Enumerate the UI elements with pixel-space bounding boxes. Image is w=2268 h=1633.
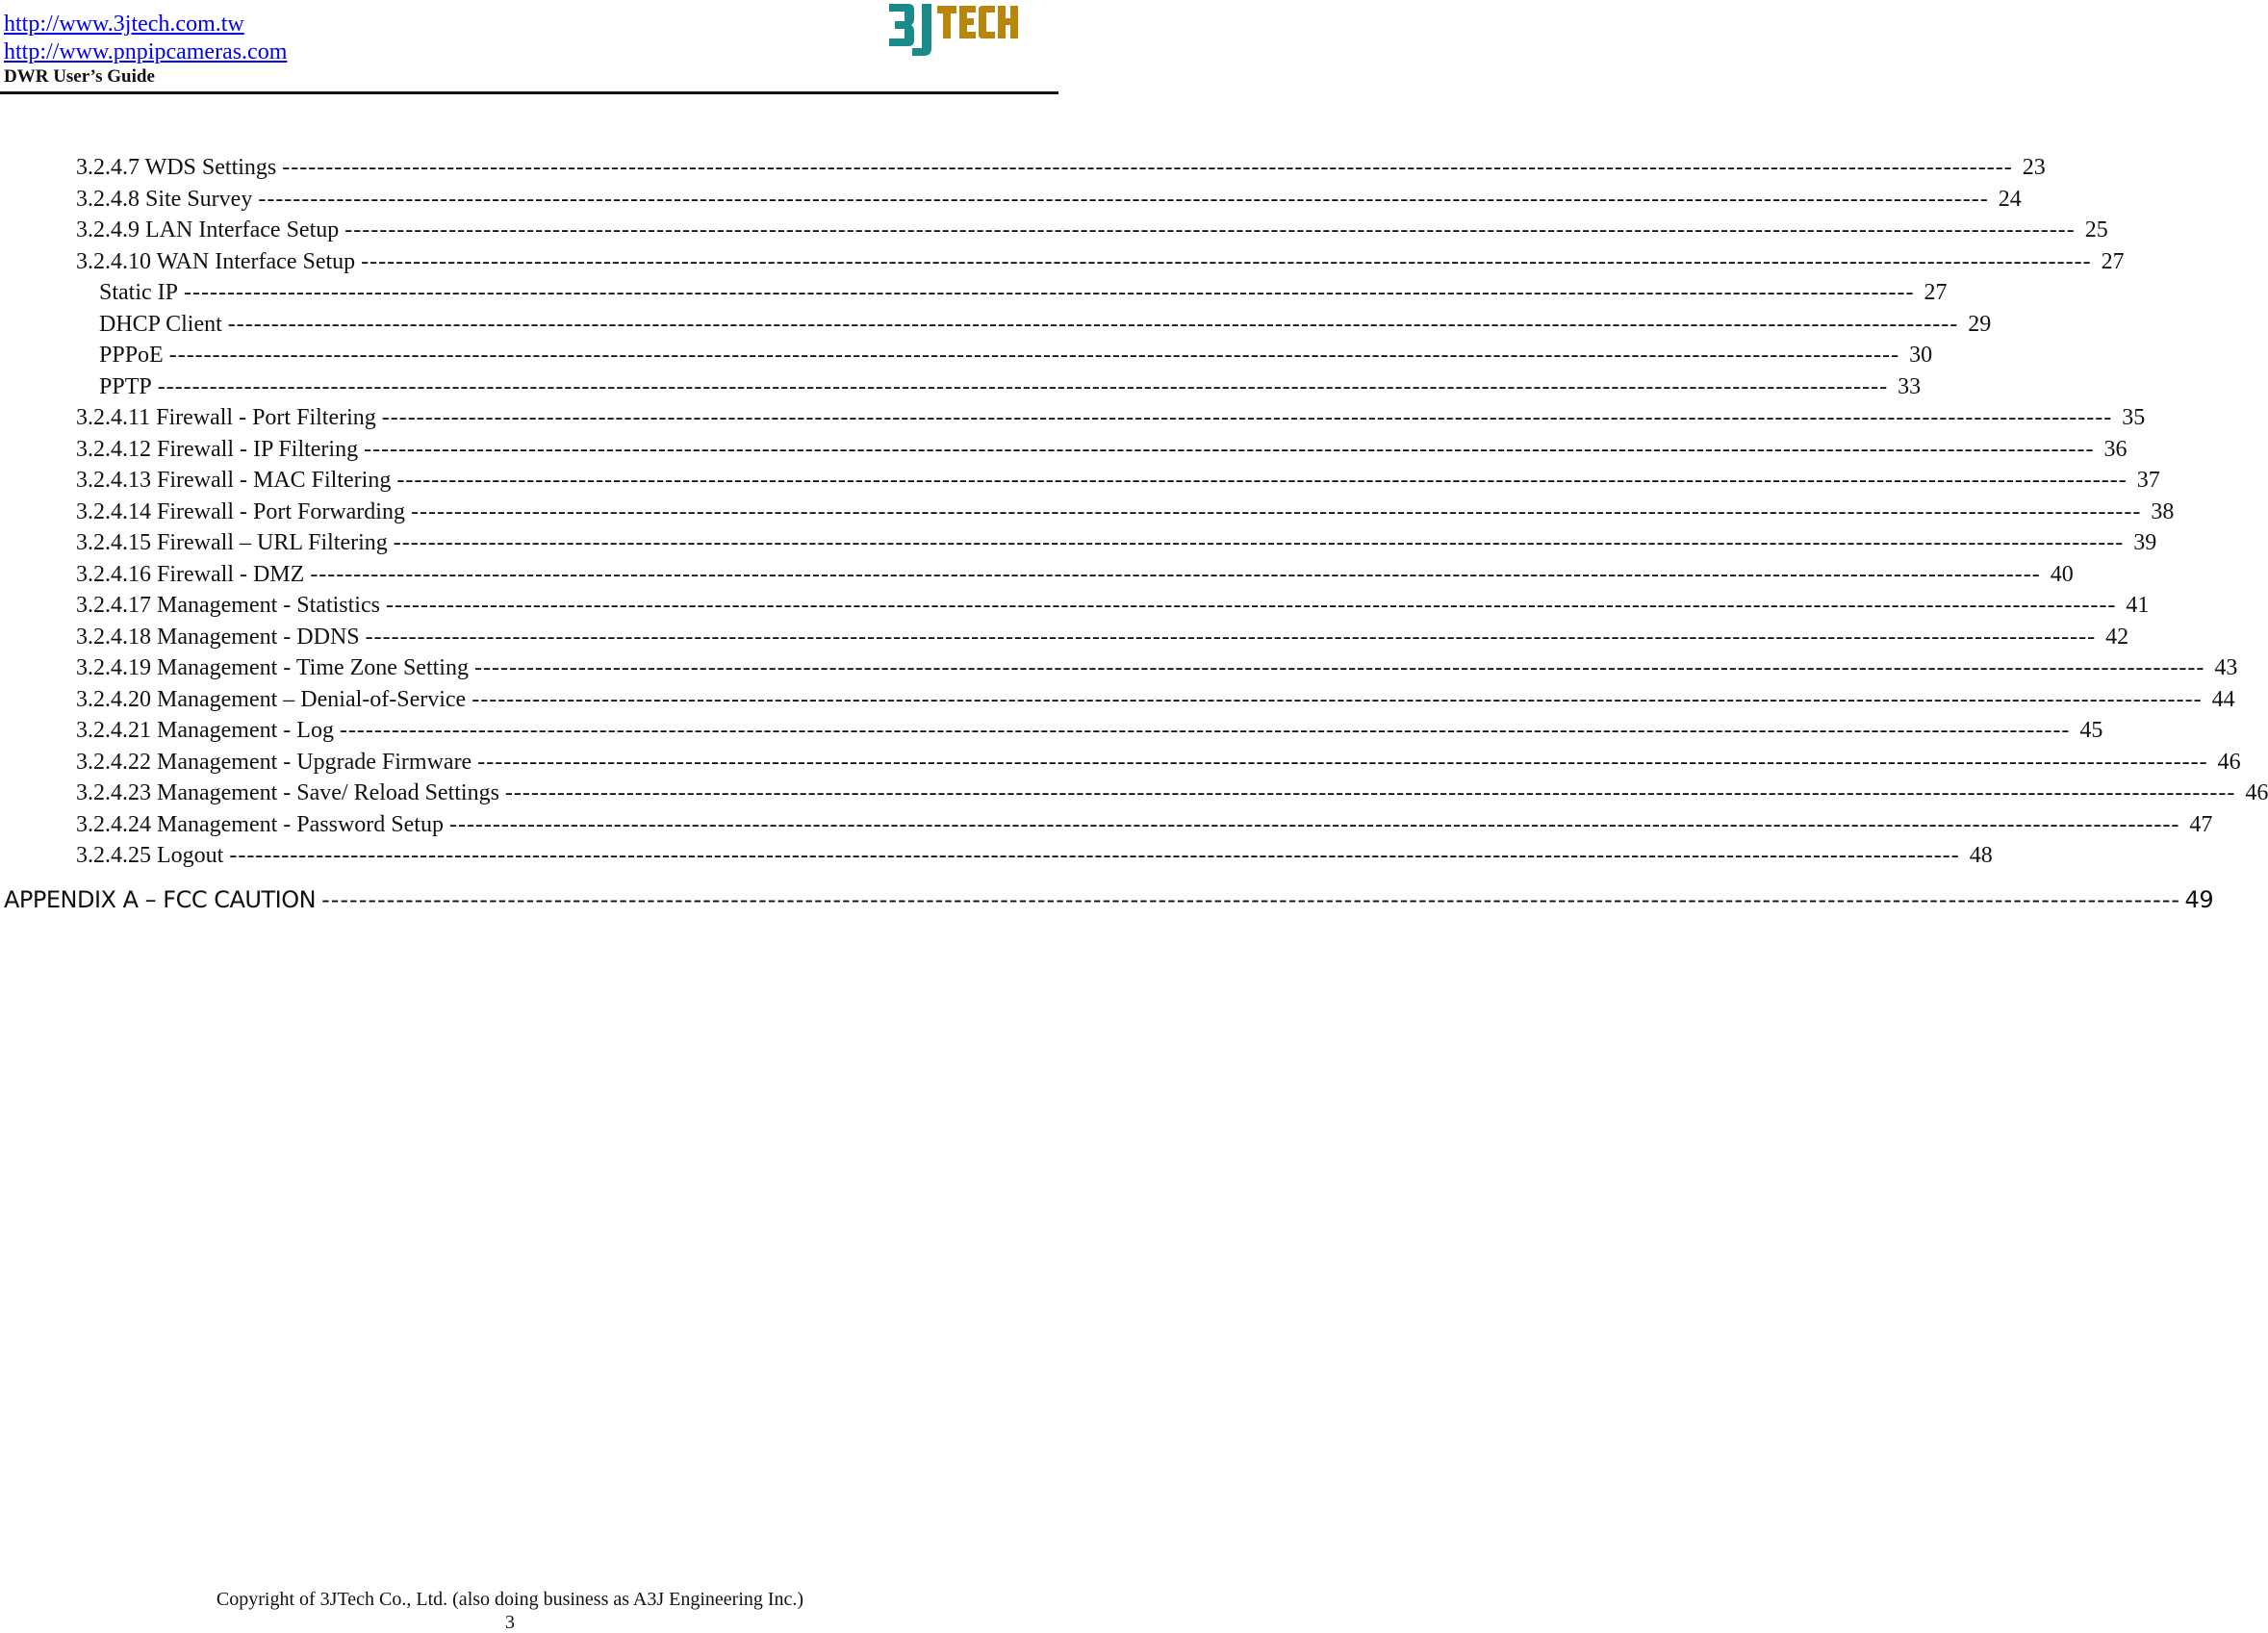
toc-entry-page: 39 <box>2133 530 2157 555</box>
logo-j-glyph <box>912 4 931 56</box>
toc-entry[interactable] <box>76 559 2074 590</box>
toc-entry-title: 3.2.4.9 LAN Interface Setup <box>76 217 340 242</box>
toc-entry-page: 33 <box>1898 373 1922 399</box>
toc-dot-leader: -------------------------------------------------------------------------------------------------------------------------------------------------------------------------------------------------------- <box>365 624 2097 650</box>
copyright-notice: Copyright of 3JTech Co., Ltd. (also doing business as A3J Engineering Inc.) <box>216 1589 804 1610</box>
toc-entry-title: PPPoE <box>99 343 164 368</box>
toc-dot-leader: -------------------------------------------------------------------------------------------------------------------------------------------------------------------------------------------------------- <box>448 811 2180 837</box>
toc-entry-title: APPENDIX A – FCC CAUTION <box>4 886 317 913</box>
page-number: 3 <box>505 1612 515 1633</box>
toc-dot-leader: -------------------------------------------------------------------------------------------------------------------------------------------------------------------------------------------------------- <box>184 280 1915 305</box>
toc-entry[interactable] <box>99 277 1948 308</box>
toc-entry-title: 3.2.4.18 Management - DDNS <box>76 624 360 650</box>
toc-dot-leader: -------------------------------------------------------------------------------------------------------------------------------------------------------------------------------------------------------- <box>321 886 2181 913</box>
toc-entry-page: 47 <box>2189 811 2213 837</box>
toc-entry-title: DHCP Client <box>99 311 222 337</box>
toc-entry[interactable] <box>76 809 2213 840</box>
toc-entry-title: 3.2.4.15 Firewall – URL Filtering <box>76 530 388 555</box>
toc-entry-page: 49 <box>2184 886 2214 913</box>
toc-entry[interactable] <box>99 371 1922 402</box>
toc-entry[interactable] <box>76 778 2268 808</box>
toc-dot-leader: -------------------------------------------------------------------------------------------------------------------------------------------------------------------------------------------------------- <box>396 468 2128 493</box>
toc-entry-title: 3.2.4.11 Firewall - Port Filtering <box>76 405 376 430</box>
logo-tech-glyphs <box>937 6 1018 38</box>
toc-entry-page: 41 <box>2126 593 2150 618</box>
toc-dot-leader: -------------------------------------------------------------------------------------------------------------------------------------------------------------------------------------------------------- <box>504 780 2236 805</box>
website-link-pnpipcameras[interactable]: http://www.pnpipcameras.com <box>4 39 288 64</box>
toc-entry-page: 46 <box>2217 749 2241 775</box>
toc-entry[interactable] <box>76 434 2128 465</box>
toc-entry-title: 3.2.4.25 Logout <box>76 843 224 868</box>
guide-title: DWR User’s Guide <box>4 66 155 87</box>
toc-entry-page: 48 <box>1969 843 1993 868</box>
toc-entry-title: 3.2.4.17 Management - Statistics <box>76 593 380 618</box>
toc-entry[interactable] <box>99 340 1933 370</box>
toc-dot-leader: -------------------------------------------------------------------------------------------------------------------------------------------------------------------------------------------------------- <box>471 686 2203 712</box>
toc-entry-page: 29 <box>1968 311 1992 337</box>
toc-entry[interactable] <box>76 465 2160 496</box>
toc-entry-page: 25 <box>2084 217 2108 242</box>
toc-dot-leader: -------------------------------------------------------------------------------------------------------------------------------------------------------------------------------------------------------- <box>393 530 2125 555</box>
toc-entry[interactable] <box>76 402 2146 433</box>
toc-entry-page: 44 <box>2211 686 2235 712</box>
toc-dot-leader: -------------------------------------------------------------------------------------------------------------------------------------------------------------------------------------------------------- <box>310 561 2041 587</box>
toc-entry[interactable] <box>76 622 2129 652</box>
logo-three-glyph <box>889 4 914 46</box>
toc-entry-page: 40 <box>2050 561 2074 587</box>
toc-entry[interactable] <box>76 715 2103 746</box>
toc-entry-title: 3.2.4.22 Management - Upgrade Firmware <box>76 749 472 775</box>
toc-dot-leader: -------------------------------------------------------------------------------------------------------------------------------------------------------------------------------------------------------- <box>157 373 1889 399</box>
toc-entry-page: 45 <box>2079 718 2103 743</box>
toc-dot-leader: -------------------------------------------------------------------------------------------------------------------------------------------------------------------------------------------------------- <box>385 593 2117 618</box>
toc-entry-page: 24 <box>1998 186 2022 212</box>
toc-dot-leader: -------------------------------------------------------------------------------------------------------------------------------------------------------------------------------------------------------- <box>168 343 1900 368</box>
toc-entry[interactable] <box>76 215 2108 245</box>
toc-entry-title: Static IP <box>99 280 178 305</box>
toc-entry-title: 3.2.4.13 Firewall - MAC Filtering <box>76 468 392 493</box>
3jtech-logo <box>887 0 1018 60</box>
toc-entry-title: 3.2.4.12 Firewall - IP Filtering <box>76 436 359 462</box>
toc-entry[interactable] <box>76 840 1993 871</box>
toc-entry-page: 43 <box>2214 655 2238 680</box>
toc-dot-leader: -------------------------------------------------------------------------------------------------------------------------------------------------------------------------------------------------------- <box>344 217 2076 242</box>
toc-entry-title: 3.2.4.7 WDS Settings <box>76 155 277 180</box>
toc-entry-page: 36 <box>2103 436 2128 462</box>
toc-entry-title: 3.2.4.10 WAN Interface Setup <box>76 248 356 274</box>
toc-entry-title: 3.2.4.24 Management - Password Setup <box>76 811 444 837</box>
toc-dot-leader: -------------------------------------------------------------------------------------------------------------------------------------------------------------------------------------------------------- <box>282 155 2013 180</box>
toc-dot-leader: -------------------------------------------------------------------------------------------------------------------------------------------------------------------------------------------------------- <box>258 186 1989 212</box>
toc-entry-page: 35 <box>2122 405 2146 430</box>
toc-dot-leader: -------------------------------------------------------------------------------------------------------------------------------------------------------------------------------------------------------- <box>381 405 2113 430</box>
toc-entry-page: 27 <box>2101 248 2125 274</box>
toc-entry-title: 3.2.4.16 Firewall - DMZ <box>76 561 305 587</box>
toc-entry[interactable] <box>76 590 2150 621</box>
toc-entry-title: 3.2.4.23 Management - Save/ Reload Settings <box>76 780 499 805</box>
toc-entry[interactable] <box>76 152 2046 183</box>
toc-entry-page: 27 <box>1924 280 1948 305</box>
toc-entry[interactable] <box>99 309 1992 340</box>
toc-entry-appendix[interactable] <box>4 884 2214 915</box>
toc-entry-page: 37 <box>2136 468 2160 493</box>
toc-entry[interactable] <box>76 184 2022 215</box>
toc-entry-page: 46 <box>2245 780 2268 805</box>
toc-entry-title: 3.2.4.20 Management – Denial-of-Service <box>76 686 467 712</box>
toc-dot-leader: -------------------------------------------------------------------------------------------------------------------------------------------------------------------------------------------------------- <box>364 436 2095 462</box>
toc-entry-title: 3.2.4.21 Management - Log <box>76 718 334 743</box>
toc-entry-title: 3.2.4.14 Firewall - Port Forwarding <box>76 498 405 524</box>
toc-entry[interactable] <box>76 652 2238 683</box>
toc-entry-page: 30 <box>1909 343 1933 368</box>
toc-dot-leader: -------------------------------------------------------------------------------------------------------------------------------------------------------------------------------------------------------- <box>361 248 2092 274</box>
toc-entry[interactable] <box>76 246 2125 277</box>
toc-entry[interactable] <box>76 497 2175 527</box>
toc-dot-leader: -------------------------------------------------------------------------------------------------------------------------------------------------------------------------------------------------------- <box>410 498 2142 524</box>
website-link-3jtech[interactable]: http://www.3jtech.com.tw <box>4 12 244 37</box>
toc-entry-page: 42 <box>2105 624 2129 650</box>
toc-dot-leader: -------------------------------------------------------------------------------------------------------------------------------------------------------------------------------------------------------- <box>473 655 2205 680</box>
toc-dot-leader: -------------------------------------------------------------------------------------------------------------------------------------------------------------------------------------------------------- <box>227 311 1959 337</box>
toc-entry-page: 38 <box>2151 498 2175 524</box>
toc-dot-leader: -------------------------------------------------------------------------------------------------------------------------------------------------------------------------------------------------------- <box>339 718 2071 743</box>
page-header <box>0 0 1058 94</box>
toc-entry[interactable] <box>76 747 2241 778</box>
toc-entry[interactable] <box>76 527 2157 558</box>
toc-entry-title: PPTP <box>99 373 152 399</box>
toc-entry-page: 23 <box>2022 155 2046 180</box>
toc-entry[interactable] <box>76 684 2235 715</box>
toc-dot-leader: -------------------------------------------------------------------------------------------------------------------------------------------------------------------------------------------------------- <box>477 749 2208 775</box>
toc-entry-title: 3.2.4.8 Site Survey <box>76 186 253 212</box>
toc-entry-title: 3.2.4.19 Management - Time Zone Setting <box>76 655 469 680</box>
toc-dot-leader: -------------------------------------------------------------------------------------------------------------------------------------------------------------------------------------------------------- <box>229 843 1960 868</box>
